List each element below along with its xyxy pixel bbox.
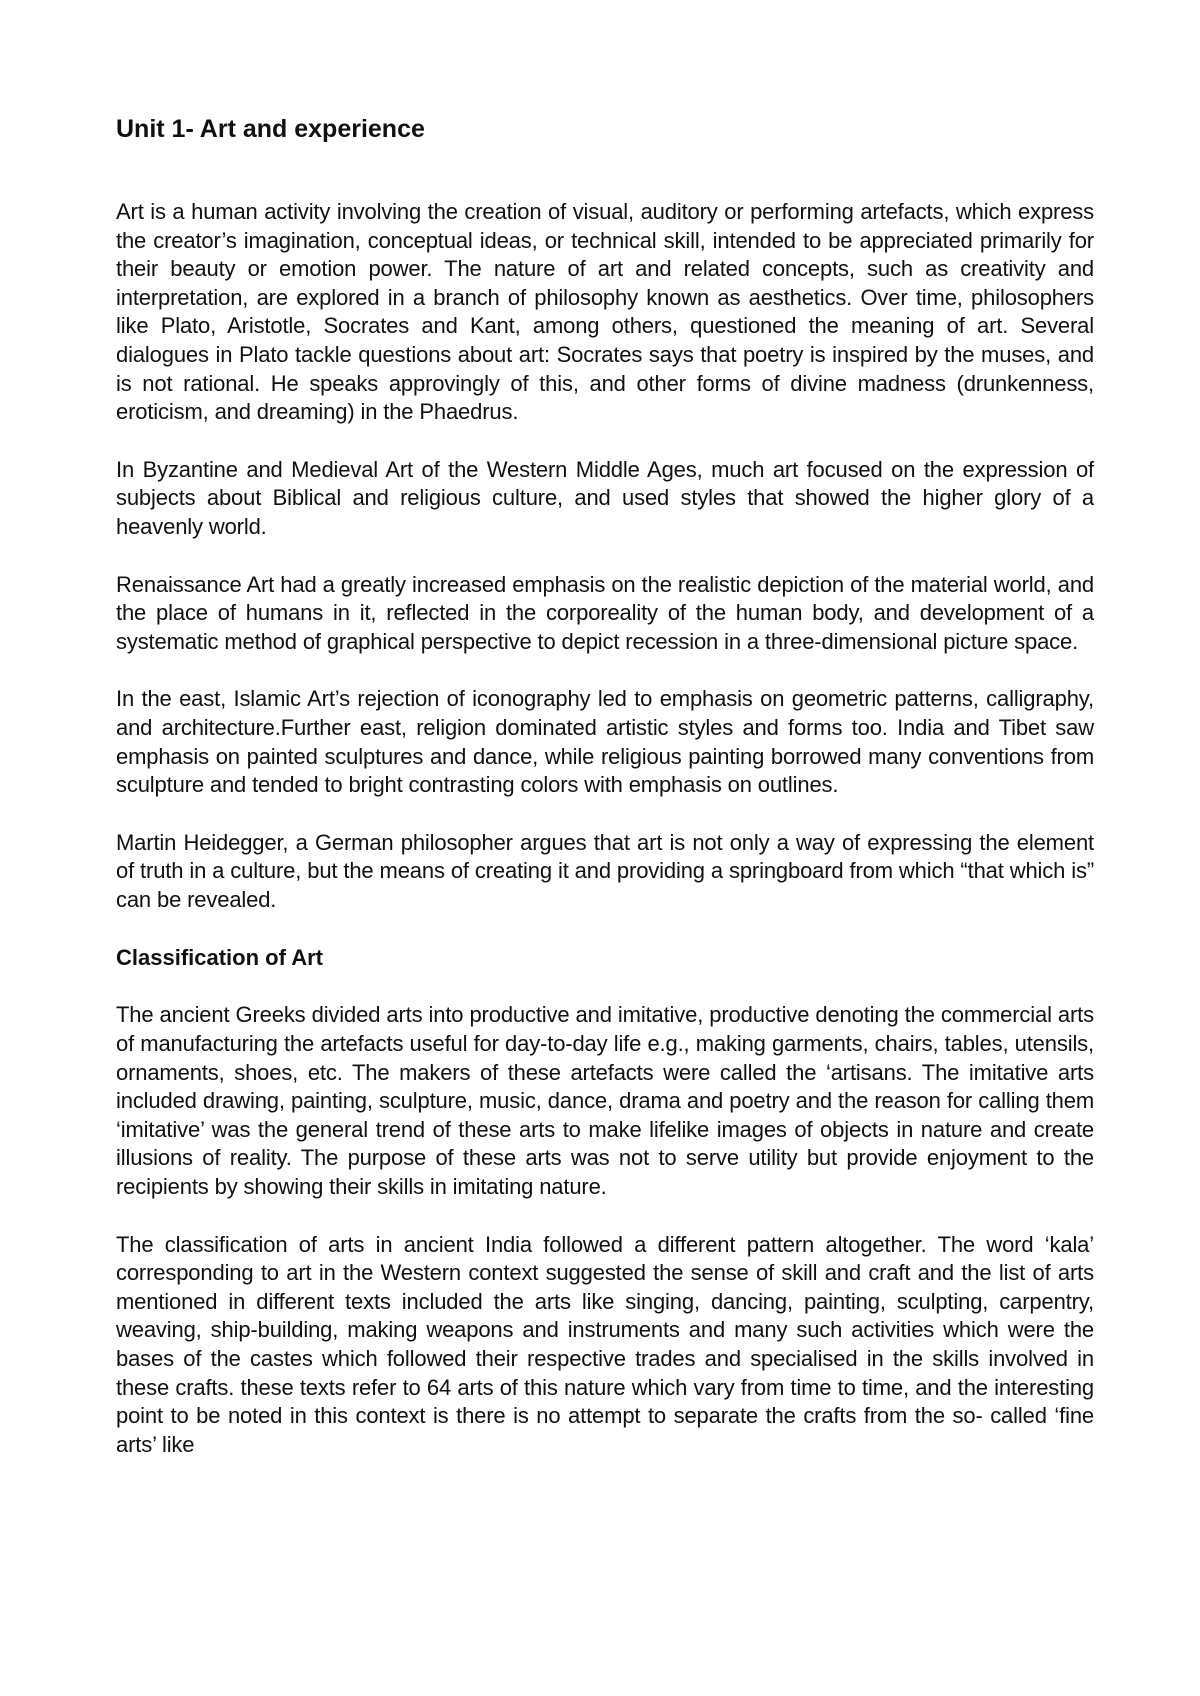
document-page — [116, 112, 1094, 1459]
paragraph-ancient-india: The classification of arts in ancient India followed a different pattern altogether. The word ‘kala’ corresponding to art in the Western context suggested the sense of skill and craft and the list of arts mentioned in different texts included the arts like singing, dancing, painting, sculpting, carpentry, weaving, ship-building, making weapons and instruments and many such activities which were the bases of the castes which followed their respective trades and specialised in the skills involved in these crafts. these texts refer to 64 arts of this nature which vary from time to time, and the interesting point to be noted in this context is there is no attempt to separate the crafts from the so- called ‘fine arts’ like — [116, 1231, 1094, 1457]
section-heading-classification: Classification of Art — [116, 945, 323, 971]
paragraph-byzantine-medieval: In Byzantine and Medieval Art of the Western Middle Ages, much art focused on the expression of subjects about Biblical and religious culture, and used styles that showed the higher glory of a heavenly world. — [116, 456, 1094, 539]
paragraph-islamic-east: In the east, Islamic Art’s rejection of iconography led to emphasis on geometric patterns, calligraphy, and architecture.Further east, religion dominated artistic styles and forms too. India and Tibet saw emphasis on painted sculptures and dance, while religious painting borrowed many conventions from sculpture and tended to bright contrasting colors with emphasis on outlines. — [116, 686, 1094, 798]
paragraph-renaissance: Renaissance Art had a greatly increased emphasis on the realistic depiction of the material world, and the place of humans in it, reflected in the corporeality of the human body, and development of a systematic method of graphical perspective to depict recession in a three-dimensional picture space. — [116, 571, 1094, 654]
paragraph-heidegger: Martin Heidegger, a German philosopher argues that art is not only a way of expressing the element of truth in a culture, but the means of creating it and providing a springboard from which “that which is” can be revealed. — [116, 829, 1094, 912]
paragraph-ancient-greeks: The ancient Greeks divided arts into productive and imitative, productive denoting the commercial arts of manufacturing the artefacts useful for day-to-day life e.g., making garments, chairs, tables, utensils, ornaments, shoes, etc. The makers of these artefacts were called the ‘artisans. The imitative arts included drawing, painting, sculpture, music, dance, drama and poetry and the reason for calling them ‘imitative’ was the general trend of these arts to make lifelike images of objects in nature and create illusions of reality. The purpose of these arts was not to serve utility but provide enjoyment to the recipients by showing their skills in imitating nature. — [116, 1002, 1094, 1200]
page-title: Unit 1- Art and experience — [116, 115, 425, 143]
paragraph-art-definition: Art is a human activity involving the creation of visual, auditory or performing artefacts, which express the creator’s imagination, conceptual ideas, or technical skill, intended to be appreciated primarily for their beauty or emotion power. The nature of art and related concepts, such as creativity and interpretation, are explored in a branch of philosophy known as aesthetics. Over time, philosophers like Plato, Aristotle, Socrates and Kant, among others, questioned the meaning of art. Several dialogues in Plato tackle questions about art: Socrates says that poetry is inspired by the muses, and is not rational. He speaks approvingly of this, and other forms of divine madness (drunkenness, eroticism, and dreaming) in the Phaedrus. — [116, 199, 1094, 425]
